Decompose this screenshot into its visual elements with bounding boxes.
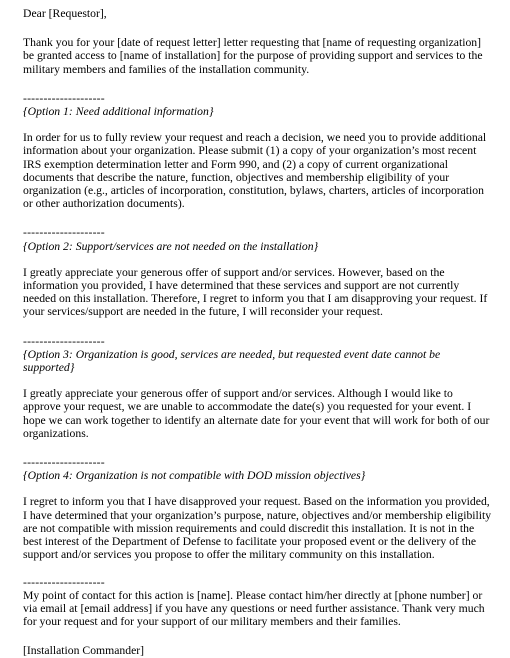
option-3-heading: {Option 3: Organization is good, services are needed, but requested event date cannot be supported} — [23, 347, 441, 375]
letter-document — [23, 7, 493, 658]
separator-line: -------------------- — [23, 226, 105, 240]
separator-line: -------------------- — [23, 334, 105, 348]
option-1-heading: {Option 1: Need additional information} — [23, 105, 214, 119]
option-4-heading: {Option 4: Organization is not compatible with DOD mission objectives} — [23, 469, 366, 483]
option-2-heading: {Option 2: Support/services are not needed on the installation} — [23, 239, 319, 253]
separator-line: -------------------- — [23, 456, 105, 470]
salutation: Dear [Requestor], — [23, 7, 107, 20]
option-2-body: I greatly appreciate your generous offer of support and/or services. However, based on the information you provided, I have determined that these services and support are not currently needed on this installation. Therefore, I regret to inform you that I am disapproving your request. If your services/support are needed in the future, I will reconsider your request. — [23, 265, 488, 319]
closing-paragraph: My point of contact for this action is [name]. Please contact him/her directly at [phone number] or via email at [email address] if you have any questions or need further assistance. Thank very much for your request and for your support of our military members and their families. — [23, 588, 485, 629]
intro-paragraph: Thank you for your [date of request letter] letter requesting that [name of requesting organization] be granted access to [name of installation] for the purpose of providing support and services to the military members and families of the installation community. — [23, 36, 483, 76]
signature-line: [Installation Commander] — [23, 644, 145, 658]
option-3-body: I greatly appreciate your generous offer of support and/or services. Although I would like to approve your request, we are unable to accommodate the date(s) you requested for your event. I hope we can work together to identify an alternate date for your event that will work for both of our organizations. — [23, 387, 490, 440]
option-1-body: In order for us to fully review your request and reach a decision, we need you to provide additional information about your organization. Please submit (1) a copy of your organization’s most recent IRS exemption determination letter and Form 990, and (2) a copy of current organizational documents that describe the nature, function, objectives and membership eligibility of your organization (e.g., articles of incorporation, constitution, bylaws, charters, articles of incorporation or other authorization documents). — [23, 131, 487, 211]
option-4-body: I regret to inform you that I have disapproved your request. Based on the information you provided, I have determined that your organization’s purpose, nature, objectives and/or membership eligibility are not compatible with mission requirements and could discredit this installation. It is not in the best interest of the Department of Defense to facilitate your proposed event or the delivery of the support and/or services you propose to offer the military community on this installation. — [23, 495, 492, 562]
separator-line: -------------------- — [23, 91, 105, 105]
separator-line: -------------------- — [23, 575, 105, 589]
